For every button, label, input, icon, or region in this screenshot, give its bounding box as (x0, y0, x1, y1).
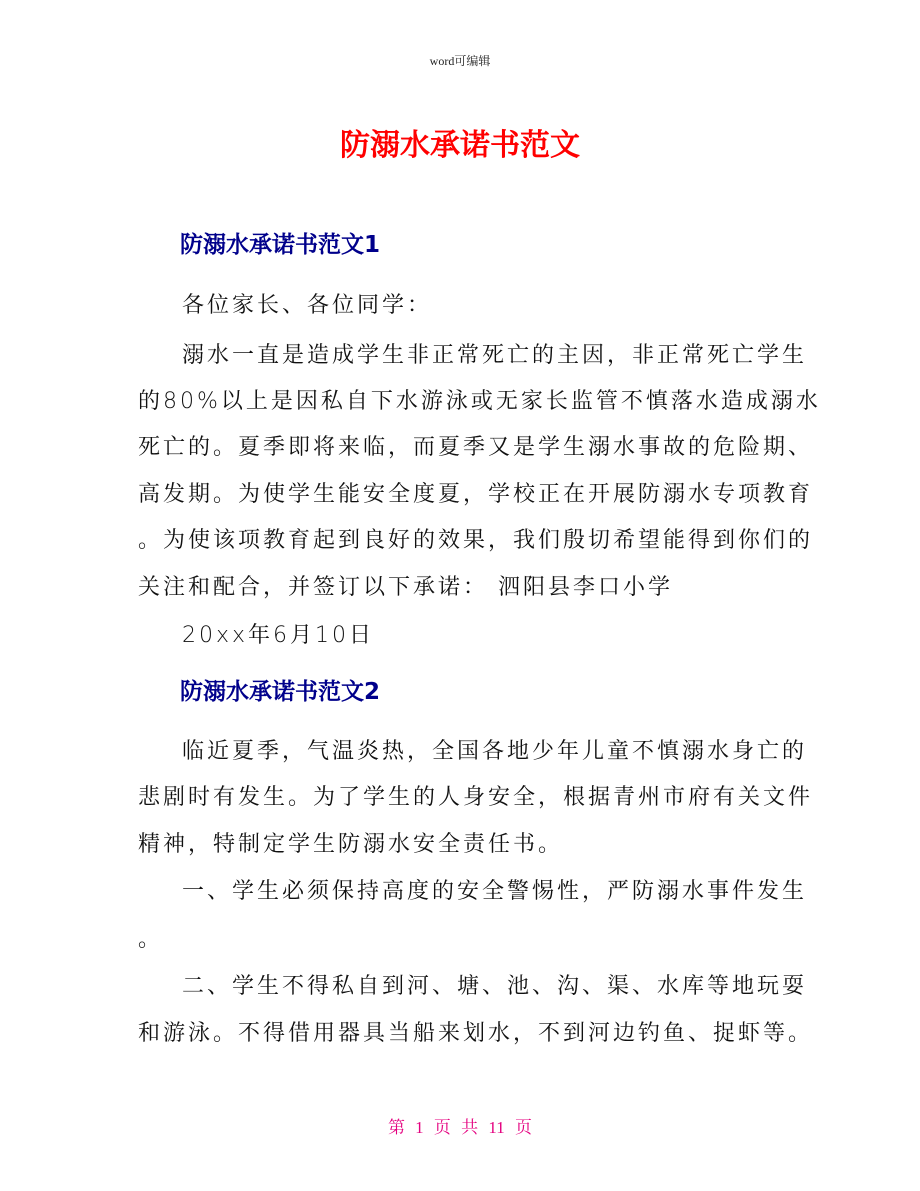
paragraph-line: 和游泳。不得借用器具当船来划水，不到河边钓鱼、捉虾等。 (138, 1021, 814, 1046)
page-footer: 第 1 页 共 11 页 (387, 1118, 533, 1137)
paragraph-line: 二、学生不得私自到河、塘、池、沟、渠、水库等地玩耍 (182, 974, 808, 999)
document-title: 防溺水承诺书范文 (340, 128, 580, 163)
paragraph-line: 精神，特制定学生防溺水安全责任书。 (138, 832, 564, 857)
paragraph-line: 的80%以上是因私自下水游泳或无家长监管不慎落水造成溺水 (138, 389, 821, 414)
section-heading-1: 防溺水承诺书范文1 (180, 232, 381, 258)
date-line: 20xx年6月10日 (182, 623, 375, 648)
paragraph-line: 。为使该项教育起到良好的效果，我们殷切希望能得到你们的 (138, 528, 814, 553)
paragraph-line: 各位家长、各位同学： (182, 293, 433, 318)
paragraph-line: 。 (138, 927, 164, 952)
section-heading-2: 防溺水承诺书范文2 (180, 679, 381, 705)
paragraph-line: 关注和配合，并签订以下承诺： 泗阳县李口小学 (138, 575, 673, 600)
paragraph-line: 一、学生必须保持高度的安全警惕性，严防溺水事件发生 (182, 879, 808, 904)
paragraph-line: 死亡的。夏季即将来临，而夏季又是学生溺水事故的危险期、 (138, 435, 814, 460)
page-header: word可编辑 (429, 54, 491, 68)
paragraph-line: 溺水一直是造成学生非正常死亡的主因，非正常死亡学生 (182, 343, 808, 368)
paragraph-line: 高发期。为使学生能安全度夏，学校正在开展防溺水专项教育 (138, 482, 814, 507)
paragraph-line: 悲剧时有发生。为了学生的人身安全，根据青州市府有关文件 (138, 785, 814, 810)
paragraph-line: 临近夏季，气温炎热，全国各地少年儿童不慎溺水身亡的 (182, 739, 808, 764)
